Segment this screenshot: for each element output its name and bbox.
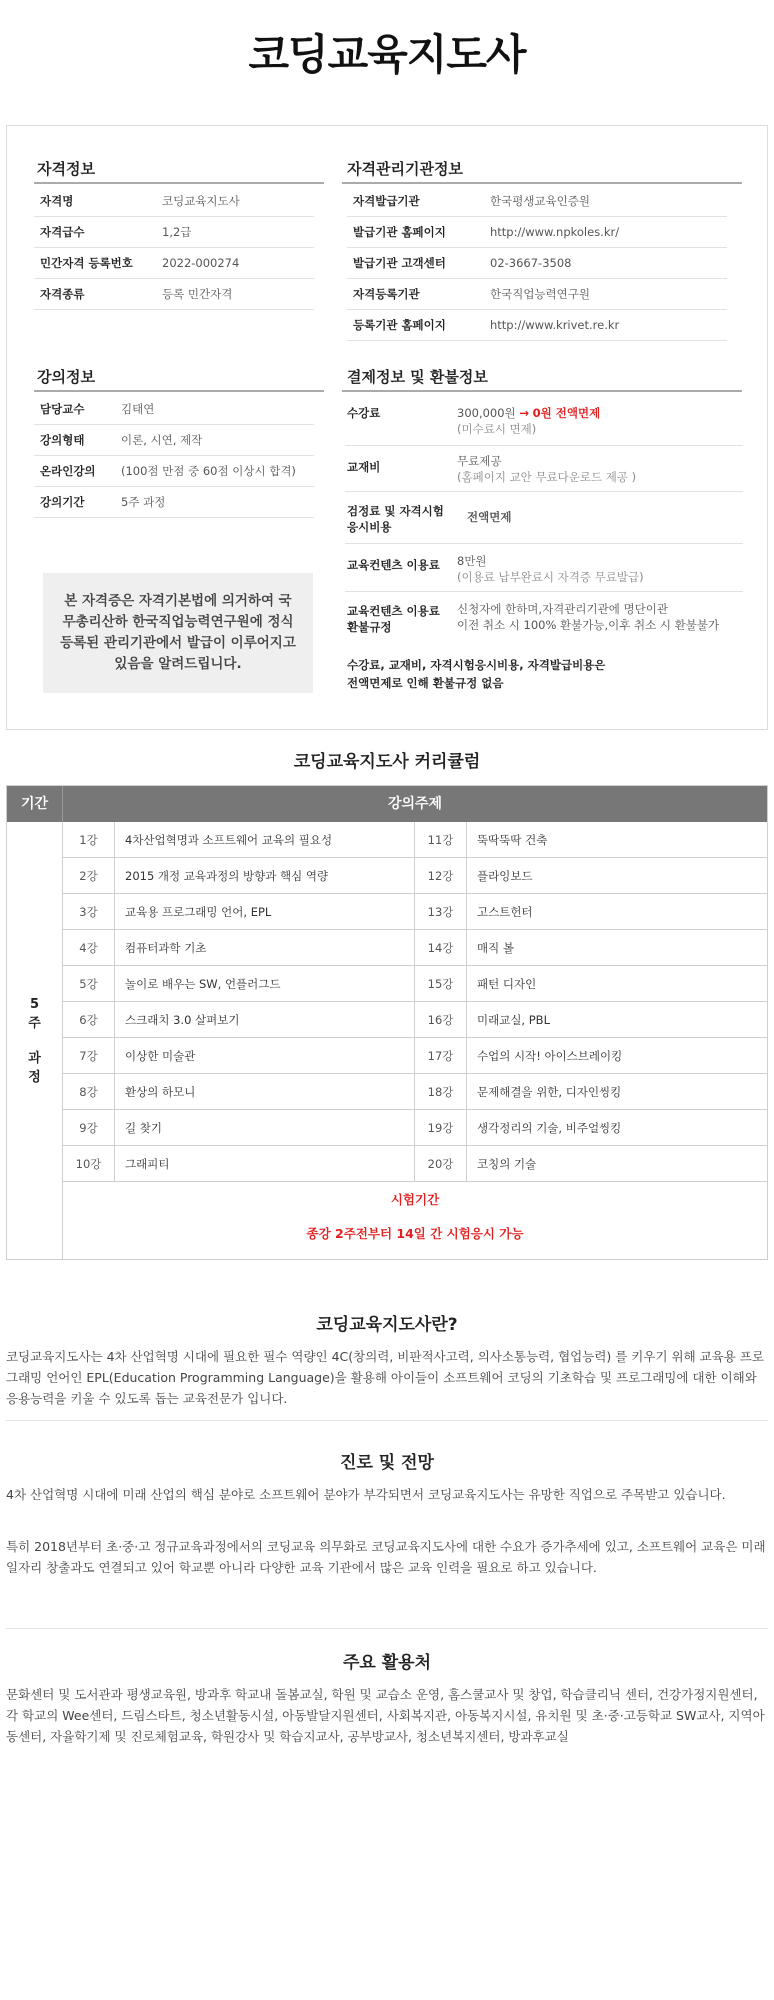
lesson-row <box>63 1002 414 1038</box>
lesson-number: 11강 <box>415 822 467 858</box>
tuition-price: 300,000원 <box>457 406 516 420</box>
lesson-number: 20강 <box>415 1146 467 1182</box>
career-text: 특히 2018년부터 초·중·고 정규교육과정에서의 코딩교육 의무화로 코딩교육지도사에 대한 수요가 증가추세에 있고, 소프트웨어 교육은 미래 일자리 창출과도 연결되고 있어 학교뿐 아니라 다양한 교육 기관에서 많은 교육 인력을 필요로 하고 있습니다. <box>6 1539 766 1575</box>
refund-value: 이전 취소 시 100% 환불가능,이후 취소 시 환불불가 <box>457 618 720 632</box>
lesson-title: 그래피티 <box>125 1157 170 1171</box>
payment-footer <box>347 656 745 692</box>
career-text: 4차 산업혁명 시대에 미래 산업의 핵심 분야로 소프트웨어 분야가 부각되면서 코딩교육지도사는 유망한 직업으로 주목받고 있습니다. <box>6 1487 726 1502</box>
lesson-title: 교육용 프로그래밍 언어, EPL <box>125 905 272 919</box>
lesson-title: 플라잉보드 <box>477 869 533 883</box>
qualification-row <box>34 186 314 217</box>
footer-line: 전액면제로 인해 환불규정 없음 <box>347 676 504 690</box>
lesson-title: 수업의 시작! 아이스브레이킹 <box>477 1049 623 1063</box>
row-value: 한국직업능력연구원 <box>490 287 590 301</box>
period-header: 기간 <box>7 786 63 822</box>
lesson-number: 6강 <box>63 1002 115 1038</box>
lesson-title: 스크래치 3.0 살펴보기 <box>125 1013 240 1027</box>
lesson-number: 18강 <box>415 1074 467 1110</box>
row-label: 담당교수 <box>40 402 85 416</box>
qualification-row <box>34 279 314 310</box>
row-label: 자격발급기관 <box>353 194 420 208</box>
row-label: 민간자격 등록번호 <box>40 256 133 270</box>
period-text: 정 <box>28 1069 41 1085</box>
lesson-row <box>63 930 414 966</box>
lesson-row <box>415 1038 767 1074</box>
lesson-title: 4차산업혁명과 소프트웨어 교육의 필요성 <box>125 833 333 847</box>
tuition-sub: (미수료시 면제) <box>457 422 537 436</box>
qualification-row <box>34 248 314 279</box>
curriculum-header <box>7 786 767 822</box>
info-box <box>6 125 768 730</box>
curriculum-title: 코딩교육지도사 커리큘럼 <box>293 752 481 772</box>
tuition-free: 0원 전액면제 <box>532 406 601 420</box>
row-label: 교재비 <box>347 460 381 474</box>
row-value: 코딩교육지도사 <box>162 194 240 208</box>
row-value: 김태연 <box>121 402 155 416</box>
content-fee-row <box>345 548 743 592</box>
content-sub: (이용료 납부완료시 자격증 무료발급) <box>457 570 644 584</box>
row-label: 자격명 <box>40 194 74 208</box>
certification-notice: 본 자격증은 자격기본법에 의거하여 국무총리산하 한국직업능력연구원에 정식 등록된 관리기관에서 발급이 이루어지고 있음을 알려드립니다. <box>43 573 313 693</box>
lecture-row <box>34 487 314 518</box>
row-value: 02-3667-3508 <box>490 256 572 270</box>
row-label: 발급기관 홈페이지 <box>353 225 446 239</box>
section-divider <box>6 1420 768 1421</box>
lesson-title: 미래교실, PBL <box>477 1013 550 1027</box>
lesson-row <box>63 858 414 894</box>
row-label: 등록기관 홈페이지 <box>353 318 446 332</box>
period-text: 5 <box>29 996 40 1012</box>
agency-row <box>347 248 727 279</box>
row-label: 자격급수 <box>40 225 85 239</box>
row-label: 강의기간 <box>40 495 85 509</box>
lesson-title: 길 찾기 <box>125 1121 162 1135</box>
lesson-title: 코칭의 기술 <box>477 1157 537 1171</box>
row-label: 환불규정 <box>347 620 392 634</box>
qualification-heading: 자격정보 <box>37 160 95 178</box>
row-label: 자격등록기관 <box>353 287 420 301</box>
career-title: 진로 및 전망 <box>340 1453 434 1473</box>
agency-row <box>347 186 727 217</box>
lesson-row <box>415 894 767 930</box>
lesson-number: 17강 <box>415 1038 467 1074</box>
lesson-title: 문제해결을 위한, 디자인씽킹 <box>477 1085 622 1099</box>
row-value: 8만원 <box>457 554 487 568</box>
about-text: 코딩교육지도사는 4차 산업혁명 시대에 필요한 필수 역량인 4C(창의력, 비판적사고력, 의사소통능력, 협업능력) 를 키우기 위해 교육용 프로그래밍 언어인 EPL(Education Programming Language)을 활용해 아이들이 소프트웨어 코딩의 기초학습 및 프로그래밍에 대한 이해와응용능력을 키울 수 있도록 돕는 교육전문가 입니다. <box>6 1349 764 1406</box>
lesson-title: 환상의 하모니 <box>125 1085 196 1099</box>
exam-period-title: 시험기간 <box>390 1192 440 1207</box>
lesson-title: 매직 볼 <box>477 941 514 955</box>
lesson-number: 10강 <box>63 1146 115 1182</box>
period-text: 과 <box>28 1050 41 1066</box>
lecture-heading: 강의정보 <box>37 368 95 386</box>
footer-line: 수강료, 교재비, 자격시험응시비용, 자격발급비용은 <box>347 658 606 672</box>
row-value: (100점 만점 중 60점 이상시 합격) <box>121 464 296 478</box>
lesson-row <box>63 894 414 930</box>
row-label: 강의형태 <box>40 433 85 447</box>
lesson-number: 13강 <box>415 894 467 930</box>
homepage-link[interactable]: http://www.krivet.re.kr <box>490 318 620 332</box>
lesson-row <box>63 1038 414 1074</box>
row-label: 교육컨텐츠 이용료 <box>347 558 440 572</box>
lesson-number: 4강 <box>63 930 115 966</box>
exam-period-text: 종강 2주전부터 14일 간 시험응시 가능 <box>306 1226 524 1241</box>
row-value: 1,2급 <box>162 225 192 239</box>
row-value: 등록 민간자격 <box>162 287 233 301</box>
about-title: 코딩교육지도사란? <box>316 1315 458 1335</box>
row-label: 수강료 <box>347 406 381 420</box>
agency-row <box>347 217 727 248</box>
section-divider <box>6 1628 768 1629</box>
lesson-row <box>415 1002 767 1038</box>
agency-row <box>347 310 727 341</box>
lesson-number: 8강 <box>63 1074 115 1110</box>
lesson-title: 컴퓨터과학 기초 <box>125 941 207 955</box>
row-value: 한국평생교육인증원 <box>490 194 590 208</box>
lesson-number: 3강 <box>63 894 115 930</box>
row-label: 자격종류 <box>40 287 85 301</box>
lesson-number: 12강 <box>415 858 467 894</box>
tuition-value <box>457 406 600 421</box>
lecture-row <box>34 394 314 425</box>
lesson-number: 16강 <box>415 1002 467 1038</box>
lesson-row <box>415 858 767 894</box>
section-divider <box>342 390 742 392</box>
lesson-title: 패턴 디자인 <box>477 977 537 991</box>
lesson-row <box>63 966 414 1002</box>
lesson-row <box>415 822 767 858</box>
curriculum-table <box>6 785 768 1260</box>
refund-row <box>345 596 743 648</box>
exam-fee-row <box>345 496 743 544</box>
lesson-row <box>415 930 767 966</box>
period-text: 주 <box>28 1015 41 1031</box>
textbook-row <box>345 448 743 492</box>
row-label: 응시비용 <box>347 520 392 534</box>
lesson-title: 고스트헌터 <box>477 905 533 919</box>
lesson-row <box>63 1146 414 1182</box>
lecture-row <box>34 456 314 487</box>
row-value: 2022-000274 <box>162 256 240 270</box>
payment-heading: 결제정보 및 환불정보 <box>347 368 488 386</box>
lesson-number: 1강 <box>63 822 115 858</box>
page-title: 코딩교육지도사 <box>248 30 526 79</box>
lesson-title: 생각정리의 기술, 비주얼씽킹 <box>477 1121 622 1135</box>
textbook-sub: (홈페이지 교안 무료다운로드 제공 ) <box>457 470 637 484</box>
lesson-title: 이상한 미술관 <box>125 1049 196 1063</box>
usage-title: 주요 활용처 <box>342 1653 432 1673</box>
lesson-title: 놀이로 배우는 SW, 언플러그드 <box>125 977 281 991</box>
lesson-number: 2강 <box>63 858 115 894</box>
agency-heading: 자격관리기관정보 <box>347 160 463 178</box>
usage-text: 문화센터 및 도서관과 평생교육원, 방과후 학교내 돌봄교실, 학원 및 교습소 운영, 홈스쿨교사 및 창업, 학습클리닉 센터, 건강가정지원센터, 각 학교의 Wee센터, 드림스타트, 청소년활동시설, 아동발달지원센터, 사회복지관, 아동복지시설, 유치원 및 초·중·고등학교 SW교사, 지역아동센터, 자율학기제 및 진로체험교육, 학원강사 및 학습지교사, 공부방교사, 청소년복지센터, 방과후교실 <box>6 1687 765 1744</box>
lesson-number: 9강 <box>63 1110 115 1146</box>
lesson-row <box>63 1110 414 1146</box>
lesson-number: 19강 <box>415 1110 467 1146</box>
lesson-number: 15강 <box>415 966 467 1002</box>
lesson-title: 2015 개정 교육과정의 방향과 핵심 역량 <box>125 869 329 883</box>
row-label: 교육컨텐츠 이용료 <box>347 604 440 618</box>
lesson-row <box>63 1074 414 1110</box>
period-cell <box>7 822 63 1259</box>
lecture-row <box>34 425 314 456</box>
tuition-row <box>345 402 743 446</box>
lesson-number: 7강 <box>63 1038 115 1074</box>
qualification-row <box>34 217 314 248</box>
homepage-link[interactable]: http://www.npkoles.kr/ <box>490 225 620 239</box>
section-divider <box>34 390 324 392</box>
row-label: 발급기관 고객센터 <box>353 256 446 270</box>
row-label: 검정료 및 자격시험 <box>347 504 444 518</box>
row-label: 온라인강의 <box>40 464 96 478</box>
row-value: 5주 과정 <box>121 495 166 509</box>
section-divider <box>34 182 324 184</box>
lesson-row <box>415 1110 767 1146</box>
topic-header: 강의주제 <box>387 796 443 812</box>
row-value: 무료제공 <box>457 454 502 468</box>
lesson-row <box>63 822 414 858</box>
arrow-icon: → <box>519 406 529 420</box>
lesson-title: 뚝딱뚝딱 건축 <box>477 833 548 847</box>
section-divider <box>342 182 742 184</box>
lesson-row <box>415 1074 767 1110</box>
exam-fee-value: 전액면제 <box>467 510 512 524</box>
lesson-row <box>415 966 767 1002</box>
agency-row <box>347 279 727 310</box>
refund-value: 신청자에 한하며,자격관리기관에 명단이관 <box>457 602 668 616</box>
lesson-row <box>415 1146 767 1182</box>
lesson-number: 5강 <box>63 966 115 1002</box>
lesson-number: 14강 <box>415 930 467 966</box>
row-value: 이론, 시연, 제작 <box>121 433 203 447</box>
